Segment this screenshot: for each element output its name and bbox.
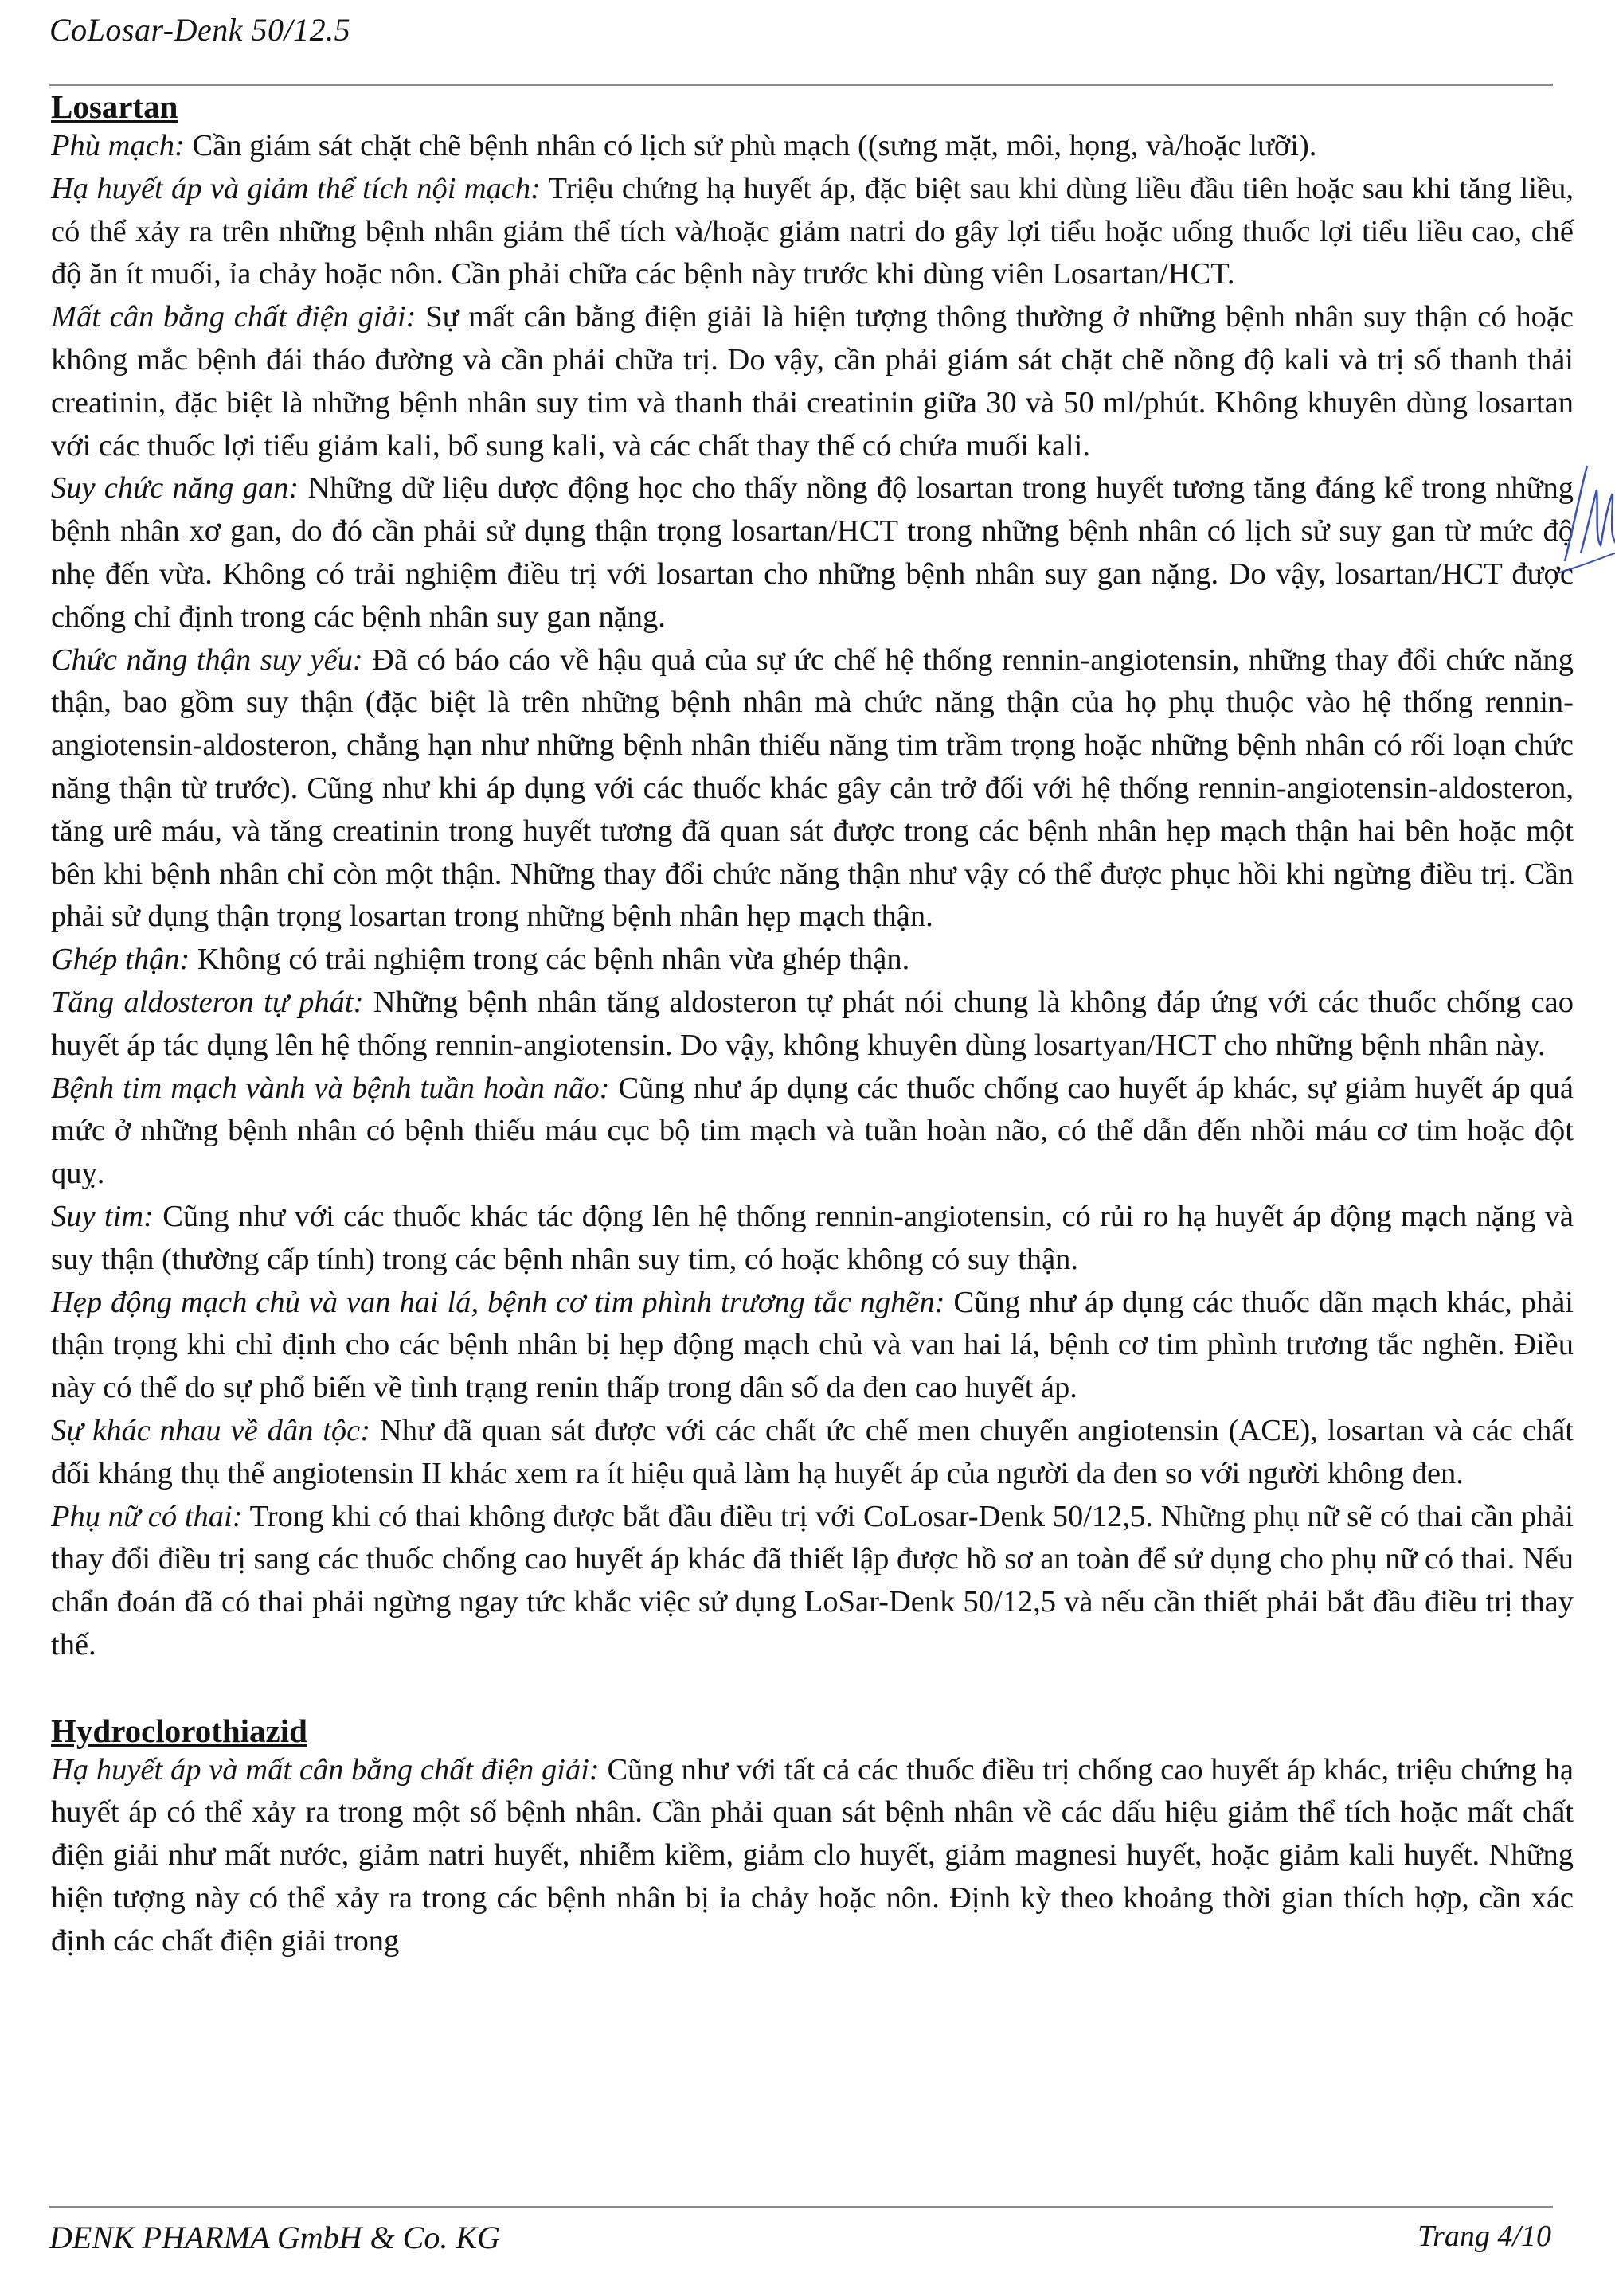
document-header-title: CoLosar-Denk 50/12.5 bbox=[49, 12, 351, 48]
section-spacer bbox=[51, 1667, 1574, 1713]
paragraph-text: Sự mất cân bằng điện giải là hiện tượng thông thường ở những bệnh nhân suy thận có hoặc không mắc bệnh đái tháo đường và cần phải chữa trị. Do vậy, cần phải giám sát chặt chẽ nồng độ kali và trị số thanh thải creatinin, đặc biệt là những bệnh nhân suy tim và thanh thải creatinin giữa 30 và 50 ml/phút. Không khuyên dùng losartan với các thuốc lợi tiểu giảm kali, bổ sung kali, và các chất thay thế có chứa muối kali. bbox=[51, 300, 1574, 463]
paragraph-renal-impairment bbox=[51, 639, 1574, 939]
paragraph-ethnic-differences bbox=[51, 1410, 1574, 1496]
paragraph-term: Mất cân bằng chất điện giải: bbox=[51, 300, 416, 334]
paragraph-term: Phụ nữ có thai: bbox=[51, 1499, 243, 1533]
paragraph-term: Sự khác nhau về dân tộc: bbox=[51, 1413, 371, 1447]
paragraph-hypotension bbox=[51, 168, 1574, 296]
paragraph-heart-failure bbox=[51, 1196, 1574, 1282]
paragraph-text: Như đã quan sát được với các chất ức chế men chuyển angiotensin (ACE), losartan và các chất đối kháng thụ thể angiotensin II khác xem ra ít hiệu quả làm hạ huyết áp của người da đen so với người không đen. bbox=[51, 1413, 1574, 1490]
paragraph-term: Phù mạch: bbox=[51, 129, 185, 162]
paragraph-text: Những dữ liệu dược động học cho thấy nồng độ losartan trong huyết tương tăng đáng kể trong những bệnh nhân xơ gan, do đó cần phải sử dụng thận trọng losartan/HCT trong những bệnh nhân có lịch sử suy gan từ mức độ nhẹ đến vừa. Không có trải nghiệm điều trị với losartan cho những bệnh nhân suy gan nặng. Do vậy, losartan/HCT được chống chỉ định trong các bệnh nhân suy gan nặng. bbox=[51, 471, 1574, 634]
paragraph-term: Hẹp động mạch chủ và van hai lá, bệnh cơ tim phình trương tắc nghẽn: bbox=[51, 1285, 945, 1319]
paragraph-text: Cần giám sát chặt chẽ bệnh nhân có lịch sử phù mạch ((sưng mặt, môi, họng, và/hoặc lưỡi). bbox=[184, 129, 1317, 162]
document-body bbox=[51, 89, 1574, 1963]
paragraph-electrolyte-imbalance bbox=[51, 296, 1574, 467]
paragraph-term: Hạ huyết áp và giảm thể tích nội mạch: bbox=[51, 171, 541, 205]
section-heading: Hydroclorothiazid bbox=[51, 1712, 307, 1749]
paragraph-text: Cũng như áp dụng các thuốc dãn mạch khác, phải thận trọng khi chỉ định cho các bệnh nhân bị hẹp động mạch chủ và van hai lá, bệnh cơ tim phình trương tắc nghẽn. Điều này có thể do sự phổ biến về tình trạng renin thấp trong dân số da đen cao huyết áp. bbox=[51, 1285, 1574, 1405]
paragraph-primary-aldosteronism bbox=[51, 982, 1574, 1068]
paragraph-term: Chức năng thận suy yếu: bbox=[51, 642, 363, 677]
paragraph-angioedema bbox=[51, 125, 1574, 168]
paragraph-text: Cũng như với các thuốc khác tác động lên hệ thống rennin-angiotensin, có rủi ro hạ huyết áp động mạch nặng và suy thận (thường cấp tính) trong các bệnh nhân suy tim, có hoặc không có suy thận. bbox=[51, 1199, 1574, 1276]
paragraph-pregnancy bbox=[51, 1496, 1574, 1667]
paragraph-hypotension-electrolyte bbox=[51, 1749, 1574, 1963]
paragraph-term: Suy tim: bbox=[51, 1199, 154, 1233]
paragraph-text: Cũng như áp dụng các thuốc chống cao huyết áp khác, sự giảm huyết áp quá mức ở những bệnh nhân có bệnh thiếu máu cục bộ tim mạch và tuần hoàn não, có thể dẫn đến nhồi máu cơ tim hoặc đột quỵ. bbox=[51, 1071, 1574, 1191]
paragraph-hepatic-impairment bbox=[51, 467, 1574, 638]
paragraph-kidney-transplant bbox=[51, 939, 1574, 982]
paragraph-term: Tăng aldosteron tự phát: bbox=[51, 985, 364, 1019]
section-losartan bbox=[51, 89, 1574, 1667]
signature-icon bbox=[1557, 458, 1615, 577]
paragraph-stenosis bbox=[51, 1282, 1574, 1410]
paragraph-term: Suy chức năng gan: bbox=[51, 471, 299, 506]
footer-company: DENK PHARMA GmbH & Co. KG bbox=[49, 2220, 500, 2255]
header-divider bbox=[49, 84, 1553, 86]
paragraph-term: Hạ huyết áp và mất cân bằng chất điện giải: bbox=[51, 1752, 600, 1786]
footer-page-number: Trang 4/10 bbox=[1418, 2220, 1551, 2253]
section-hydroclorothiazid bbox=[51, 1713, 1574, 1963]
paragraph-text: Cũng như với tất cả các thuốc điều trị chống cao huyết áp khác, triệu chứng hạ huyết áp có thể xảy ra trong một số bệnh nhân. Cần phải quan sát bệnh nhân về các dấu hiệu giảm thể tích hoặc mất chất điện giải như mất nước, giảm natri huyết, nhiễm kiềm, giảm clo huyết, giảm magnesi huyết, hoặc giảm kali huyết. Những hiện tượng này có thể xảy ra trong các bệnh nhân bị ỉa chảy hoặc nôn. Định kỳ theo khoảng thời gian thích hợp, cần xác định các chất điện giải trong bbox=[51, 1752, 1574, 1958]
paragraph-text: Trong khi có thai không được bắt đầu điều trị với CoLosar-Denk 50/12,5. Những phụ nữ sẽ có thai cần phải thay đổi điều trị sang các thuốc chống cao huyết áp khác đã thiết lập được hồ sơ an toàn để sử dụng cho phụ nữ có thai. Nếu chẩn đoán đã có thai phải ngừng ngay tức khắc việc sử dụng LoSar-Denk 50/12,5 và nếu cần thiết phải bắt đầu điều trị thay thế. bbox=[51, 1499, 1574, 1661]
paragraph-text: Triệu chứng hạ huyết áp, đặc biệt sau khi dùng liều đầu tiên hoặc sau khi tăng liều, có thể xảy ra trên những bệnh nhân giảm thể tích và/hoặc giảm natri do gây lợi tiểu hoặc uống thuốc lợi tiểu liều cao, chế độ ăn ít muối, ỉa chảy hoặc nôn. Cần phải chữa các bệnh này trước khi dùng viên Losartan/HCT. bbox=[51, 171, 1574, 291]
paragraph-term: Ghép thận: bbox=[51, 943, 190, 977]
paragraph-text: Đã có báo cáo về hậu quả của sự ức chế hệ thống rennin-angiotensin, những thay đổi chức năng thận, bao gồm suy thận (đặc biệt là trên những bệnh nhân mà chức năng thận của họ phụ thuộc vào hệ thống rennin-angiotensin-aldosteron, chẳng hạn như những bệnh nhân thiếu năng tim trầm trọng hoặc những bệnh nhân có rối loạn chức năng thận từ trước). Cũng như khi áp dụng với các thuốc khác gây cản trở đối với hệ thống rennin-angiotensin-aldosteron, tăng urê máu, và tăng creatinin trong huyết tương đã quan sát được trong các bệnh nhân hẹp mạch thận hai bên hoặc một bên khi bệnh nhân chỉ còn một thận. Những thay đổi chức năng thận như vậy có thể được phục hồi khi ngừng điều trị. Cần phải sử dụng thận trọng losartan trong những bệnh nhân hẹp mạch thận. bbox=[51, 642, 1574, 934]
paragraph-text: Những bệnh nhân tăng aldosteron tự phát nói chung là không đáp ứng với các thuốc chống cao huyết áp tác dụng lên hệ thống rennin-angiotensin. Do vậy, không khuyên dùng losartyan/HCT cho những bệnh nhân này. bbox=[51, 985, 1574, 1062]
paragraph-coronary-cerebrovascular bbox=[51, 1068, 1574, 1196]
paragraph-term: Bệnh tim mạch vành và bệnh tuần hoàn não: bbox=[51, 1071, 610, 1105]
footer-divider bbox=[49, 2206, 1553, 2208]
section-heading: Losartan bbox=[51, 88, 178, 125]
paragraph-text: Không có trải nghiệm trong các bệnh nhân vừa ghép thận. bbox=[190, 943, 910, 977]
